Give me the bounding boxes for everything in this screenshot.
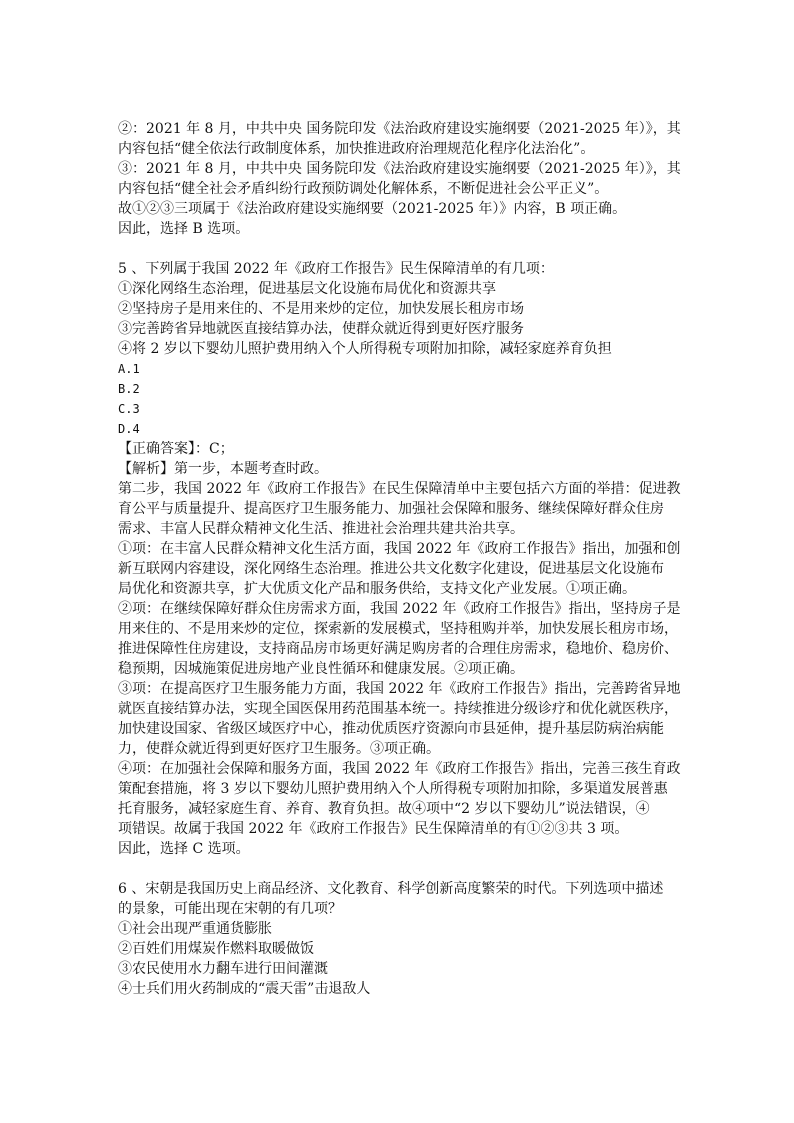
spacer xyxy=(118,239,688,259)
analysis-line: 【解析】第一步，本题考查时政。 xyxy=(118,461,328,477)
statement-item: ④将 2 岁以下婴幼儿照护费用纳入个人所得税专项附加扣除，减轻家庭养育负担 xyxy=(118,341,612,357)
analysis-line: 因此，选择 C 选项。 xyxy=(118,841,250,857)
previous-analysis xyxy=(118,119,688,239)
analysis-line: 策配套措施，将 3 岁以下婴幼儿照护费用纳入个人所得税专项附加扣除，多渠道发展普惠 xyxy=(118,781,668,797)
statement-item: ④士兵们用火药制成的“震天雷”击退敌人 xyxy=(118,981,371,997)
analysis-line: 就医直接结算办法，实现全国医保用药范围基本统一。持续推进分级诊疗和优化就医秩序， xyxy=(118,701,678,717)
question-stem: 的景象，可能出现在宋朝的有几项？ xyxy=(118,901,342,917)
option-d: D.4 xyxy=(118,422,140,436)
analysis-line: ③项：在提高医疗卫生服务能力方面，我国 2022 年《政府工作报告》指出，完善跨省异地 xyxy=(118,681,681,697)
correct-answer: 【正确答案】：C； xyxy=(118,441,234,457)
statement-item: ②坚持房子是用来住的、不是用来炒的定位，加快发展长租房市场 xyxy=(118,301,524,317)
analysis-line: 用来住的、不是用来炒的定位，探索新的发展模式，坚持租购并举，加快发展长租房市场， xyxy=(118,621,678,637)
option-c: C.3 xyxy=(118,402,140,416)
option-b: B.2 xyxy=(118,382,140,396)
analysis-line: ①项：在丰富人民群众精神文化生活方面，我国 2022 年《政府工作报告》指出，加强和创 xyxy=(118,541,681,557)
text-line: 因此，选择 B 选项。 xyxy=(118,221,250,237)
statement-item: ①深化网络生态治理，促进基层文化设施布局优化和资源共享 xyxy=(118,281,496,297)
analysis-line: 新互联网内容建设，深化网络生态治理。推进公共文化数字化建设，促进基层文化设施布 xyxy=(118,561,664,577)
analysis-line: 力，使群众就近得到更好医疗卫生服务。③项正确。 xyxy=(118,741,440,757)
question-stem: 6 、宋朝是我国历史上商品经济、文化教育、科学创新高度繁荣的时代。下列选项中描述 xyxy=(118,881,664,897)
analysis-line: 推进保障性住房建设，支持商品房市场更好满足购房者的合理住房需求，稳地价、稳房价、 xyxy=(118,641,678,657)
analysis-line: 第二步，我国 2022 年《政府工作报告》在民生保障清单中主要包括六方面的举措：促进教 xyxy=(118,481,681,497)
option-a: A.1 xyxy=(118,362,140,376)
spacer xyxy=(118,859,688,879)
text-line: 内容包括“健全社会矛盾纠纷行政预防调处化解体系，不断促进社会公平正义”。 xyxy=(118,181,609,197)
statement-item: ③完善跨省异地就医直接结算办法，使群众就近得到更好医疗服务 xyxy=(118,321,524,337)
statement-item: ①社会出现严重通货膨胀 xyxy=(118,921,272,937)
analysis-line: 项错误。故属于我国 2022 年《政府工作报告》民生保障清单的有①②③共 3 项。 xyxy=(118,821,629,837)
text-line: ③：2021 年 8 月，中共中央 国务院印发《法治政府建设实施纲要（2021-2025 年）》，其 xyxy=(118,161,681,177)
text-line: 故①②③三项属于《法治政府建设实施纲要（2021-2025 年）》内容，B 项正确。 xyxy=(118,201,627,217)
analysis-line: 加快建设国家、省级区域医疗中心，推动优质医疗资源向市县延伸，提升基层防病治病能 xyxy=(118,721,664,737)
statement-item: ②百姓们用煤炭作燃料取暖做饭 xyxy=(118,941,314,957)
analysis-line: 稳预期，因城施策促进房地产业良性循环和健康发展。②项正确。 xyxy=(118,661,524,677)
analysis-line: ②项：在继续保障好群众住房需求方面，我国 2022 年《政府工作报告》指出，坚持房子是 xyxy=(118,601,681,617)
question-stem: 5 、下列属于我国 2022 年《政府工作报告》民生保障清单的有几项： xyxy=(118,261,554,277)
document-page xyxy=(118,119,688,999)
analysis-line: 需求、丰富人民群众精神文化生活、推进社会治理共建共治共享。 xyxy=(118,521,524,537)
text-line: 内容包括“健全依法行政制度体系，加快推进政府治理规范化程序化法治化”。 xyxy=(118,141,595,157)
question-5 xyxy=(118,259,688,859)
statement-item: ③农民使用水力翻车进行田间灌溉 xyxy=(118,961,328,977)
question-6 xyxy=(118,879,688,999)
analysis-line: 育公平与质量提升、提高医疗卫生服务能力、加强社会保障和服务、继续保障好群众住房 xyxy=(118,501,664,517)
analysis-line: ④项：在加强社会保障和服务方面，我国 2022 年《政府工作报告》指出，完善三孩生育政 xyxy=(118,761,681,777)
analysis-line: 局优化和资源共享，扩大优质文化产品和服务供给，支持文化产业发展。①项正确。 xyxy=(118,581,636,597)
answer-analysis xyxy=(118,459,688,859)
text-line: ②：2021 年 8 月，中共中央 国务院印发《法治政府建设实施纲要（2021-2025 年）》，其 xyxy=(118,121,681,137)
analysis-line: 托育服务，减轻家庭生育、养育、教育负担。故④项中“2 岁以下婴幼儿”说法错误，④ xyxy=(118,801,650,817)
